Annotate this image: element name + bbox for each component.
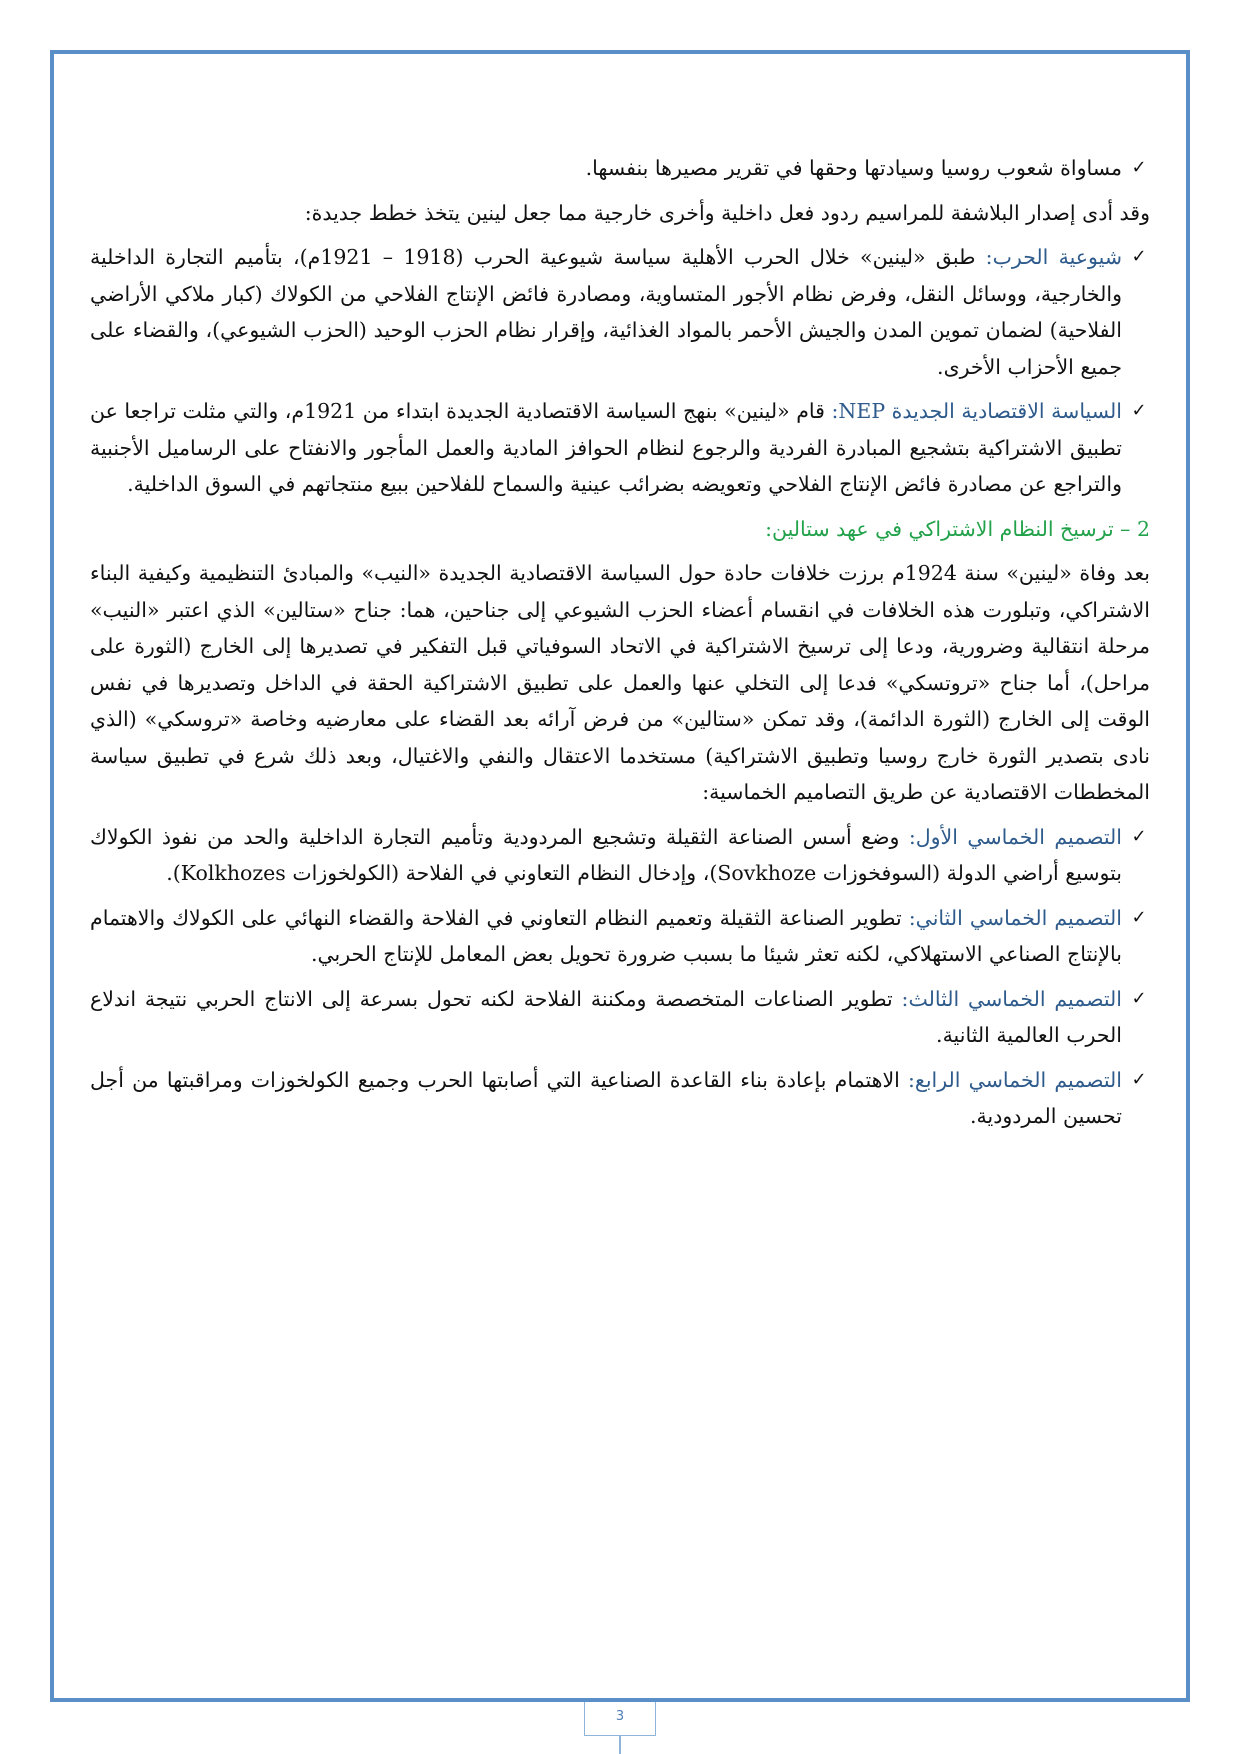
plan-3-text: تطوير الصناعات المتخصصة ومكننة الفلاحة لكنه تحول بسرعة إلى الانتاج الحربي نتيجة اندلاع الحرب العالمية الثانية. xyxy=(90,986,1122,1047)
war-communism-text: طبق «لينين» خلال الحرب الأهلية سياسة شيوعية الحرب (1918 – 1921م)، بتأميم التجارة الداخلية والخارجية، ووسائل النقل، وفرض نظام الأجور المتساوية، ومصادرة فائض الإنتاج الفلاحي من الكولاك (كبار ملاكي الأراضي الفلاحية) لضمان تموين المدن والجيش الأحمر بالمواد الغذائية، وإقرار نظام الحزب الوحيد (الحزب الشيوعي)، والقضاء على جميع الأحزاب الأخرى. xyxy=(90,245,1122,379)
plan-4-text: الاهتمام بإعادة بناء القاعدة الصناعية التي أصابتها الحرب وجميع الكولخوزات ومراقبتها من أجل تحسين المردودية. xyxy=(90,1067,1122,1128)
bullet-plan-2 xyxy=(90,900,1150,973)
bullet-plan-4 xyxy=(90,1062,1150,1135)
checkmark-icon: ✓ xyxy=(1131,400,1147,421)
bullet-equality xyxy=(90,150,1150,187)
term-nep: السياسة الاقتصادية الجديدة NEP: xyxy=(831,399,1122,423)
term-plan-4: التصميم الخماسي الرابع: xyxy=(908,1067,1122,1092)
term-war-communism: شيوعية الحرب: xyxy=(985,245,1122,269)
page-number: 3 xyxy=(584,1702,656,1736)
term-plan-2: التصميم الخماسي الثاني: xyxy=(908,905,1122,930)
page-number-stem xyxy=(619,1736,621,1754)
bullet-plan-3 xyxy=(90,981,1150,1054)
checkmark-icon: ✓ xyxy=(1131,987,1147,1009)
checkmark-icon: ✓ xyxy=(1131,157,1147,178)
section-title: 2 – ترسيخ النظام الاشتراكي في عهد ستالين: xyxy=(765,516,1150,541)
plan-2-text: تطوير الصناعة الثقيلة وتعميم النظام التعاوني في الفلاحة والقضاء النهائي على الكولاك والاهتمام بالإنتاج الصناعي الاستهلاكي، لكنه تعثر شيئا ما بسبب ضرورة تحويل بعض المعامل للإنتاج الحربي. xyxy=(90,905,1122,966)
checkmark-icon: ✓ xyxy=(1131,1068,1147,1090)
stalin-paragraph: بعد وفاة «لينين» سنة 1924م برزت خلافات حادة حول السياسة الاقتصادية الجديدة «النيب» والمبادئ التنظيمية وكيفية البناء الاشتراكي، وتبلورت هذه الخلافات في انقسام أعضاء الحزب الشيوعي إلى جناحين، هما: جناح «ستالين» الذي اعتبر «النيب» مرحلة انتقالية وضرورية، ودعا إلى ترسيخ الاشتراكية في الاتحاد السوفياتي قبل التفكير في تصديرها إلى الخارج (الثورة على مراحل)، أما جناح «تروتسكي» فدعا إلى التخلي عنها والعمل على تطبيق الاشتراكية الحقة في الداخل وتصديرها في نفس الوقت إلى الخارج (الثورة الدائمة)، وقد تمكن «ستالين» من فرض آرائه بعد القضاء على معارضيه وخاصة «تروسكي» (الذي نادى بتصدير الثورة خارج روسيا وتطبيق الاشتراكية) مستخدما الاعتقال والنفي والاغتيال، وبعد ذلك شرع في تطبيق سياسة المخططات الاقتصادية عن طريق التصاميم الخماسية: xyxy=(90,561,1150,804)
plan-1-text: وضع أسس الصناعة الثقيلة وتشجيع المردودية وتأميم التجارة الداخلية والحد من نفوذ الكولاك بتوسيع أراضي الدولة (السوفخوزات Sovkhoze)، وإدخال النظام التعاوني في الفلاحة (الكولخوزات Kolkhozes). xyxy=(90,824,1122,885)
intro-paragraph: وقد أدى إصدار البلاشفة للمراسيم ردود فعل داخلية وأخرى خارجية مما جعل لينين يتخذ خطط جديدة: xyxy=(304,200,1150,225)
term-plan-3: التصميم الخماسي الثالث: xyxy=(901,986,1122,1011)
bullet-plan-1 xyxy=(90,819,1150,892)
document-body xyxy=(90,150,1150,1650)
checkmark-icon: ✓ xyxy=(1131,825,1147,847)
bullet-nep xyxy=(90,393,1150,503)
checkmark-icon: ✓ xyxy=(1131,246,1147,267)
nep-text: قام «لينين» بنهج السياسة الاقتصادية الجديدة ابتداء من 1921م، والتي مثلت تراجعا عن تطبيق الاشتراكية بتشجيع المبادرة الفردية والرجوع لنظام الحوافز المادية والعمل المأجور والانفتاح على الرساميل الأجنبية والتراجع عن مصادرة فائض الإنتاج الفلاحي وتعويضه بضرائب عينية والسماح للفلاحين ببيع منتجاتهم في السوق الداخلية. xyxy=(90,399,1122,496)
term-plan-1: التصميم الخماسي الأول: xyxy=(908,824,1122,849)
checkmark-icon: ✓ xyxy=(1131,906,1147,928)
bullet-war-communism xyxy=(90,239,1150,385)
bullet-text: مساواة شعوب روسيا وسيادتها وحقها في تقرير مصيرها بنفسها. xyxy=(585,156,1122,180)
